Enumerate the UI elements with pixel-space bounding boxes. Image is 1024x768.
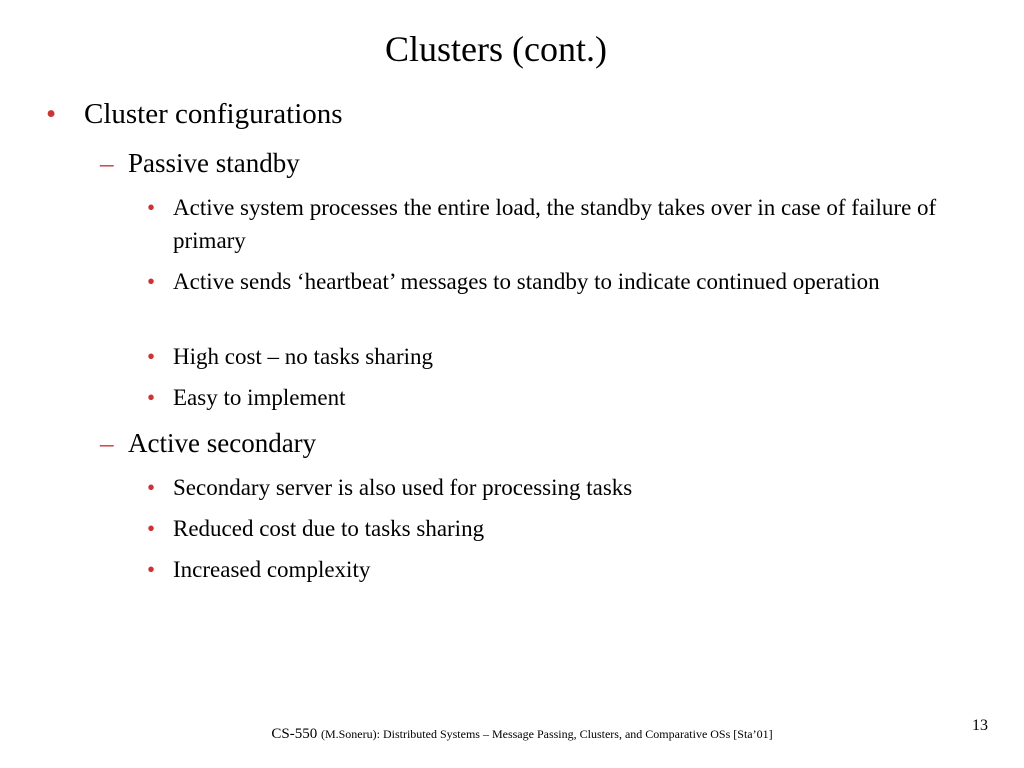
bullet-icon: •	[147, 385, 156, 410]
list-item	[147, 265, 987, 298]
list-item	[147, 340, 987, 373]
subheading-passive-standby	[100, 146, 980, 180]
page-number: 13	[972, 717, 988, 734]
bullet-icon: •	[147, 344, 156, 369]
bullet-icon: •	[147, 195, 156, 220]
list-item	[147, 381, 987, 414]
list-item	[147, 512, 987, 545]
slide-title: Clusters (cont.)	[385, 29, 607, 69]
subheading-text: Active secondary	[128, 428, 317, 458]
dash-icon: –	[100, 428, 114, 458]
list-item-text: Secondary server is also used for processing tasks	[173, 475, 633, 500]
slide-footer	[0, 724, 1024, 744]
bullet-icon: •	[46, 98, 57, 130]
list-item-text: Active system processes the entire load, the standby takes over in case of failure of primary	[173, 195, 937, 253]
footer-course: CS-550	[271, 726, 318, 742]
list-item-text: Active sends ‘heartbeat’ messages to standby to indicate continued operation	[173, 269, 880, 294]
bullet-text: Cluster configurations	[84, 98, 343, 130]
list-item-text: High cost – no tasks sharing	[173, 344, 434, 369]
list-item-text: Increased complexity	[173, 557, 371, 582]
bullet-cluster-configurations	[40, 96, 980, 132]
dash-icon: –	[100, 148, 114, 178]
bullet-icon: •	[147, 516, 156, 541]
list-item-text: Easy to implement	[173, 385, 346, 410]
footer-detail: (M.Soneru): Distributed Systems – Message Passing, Clusters, and Comparative OSs [Sta’01]	[320, 727, 773, 741]
subheading-text: Passive standby	[128, 148, 300, 178]
bullet-icon: •	[147, 557, 156, 582]
bullet-icon: •	[147, 269, 156, 294]
list-item	[147, 191, 987, 257]
list-item-text: Reduced cost due to tasks sharing	[173, 516, 485, 541]
list-item	[147, 471, 987, 504]
bullet-icon: •	[147, 475, 156, 500]
list-item	[147, 553, 987, 586]
subheading-active-secondary	[100, 426, 980, 460]
